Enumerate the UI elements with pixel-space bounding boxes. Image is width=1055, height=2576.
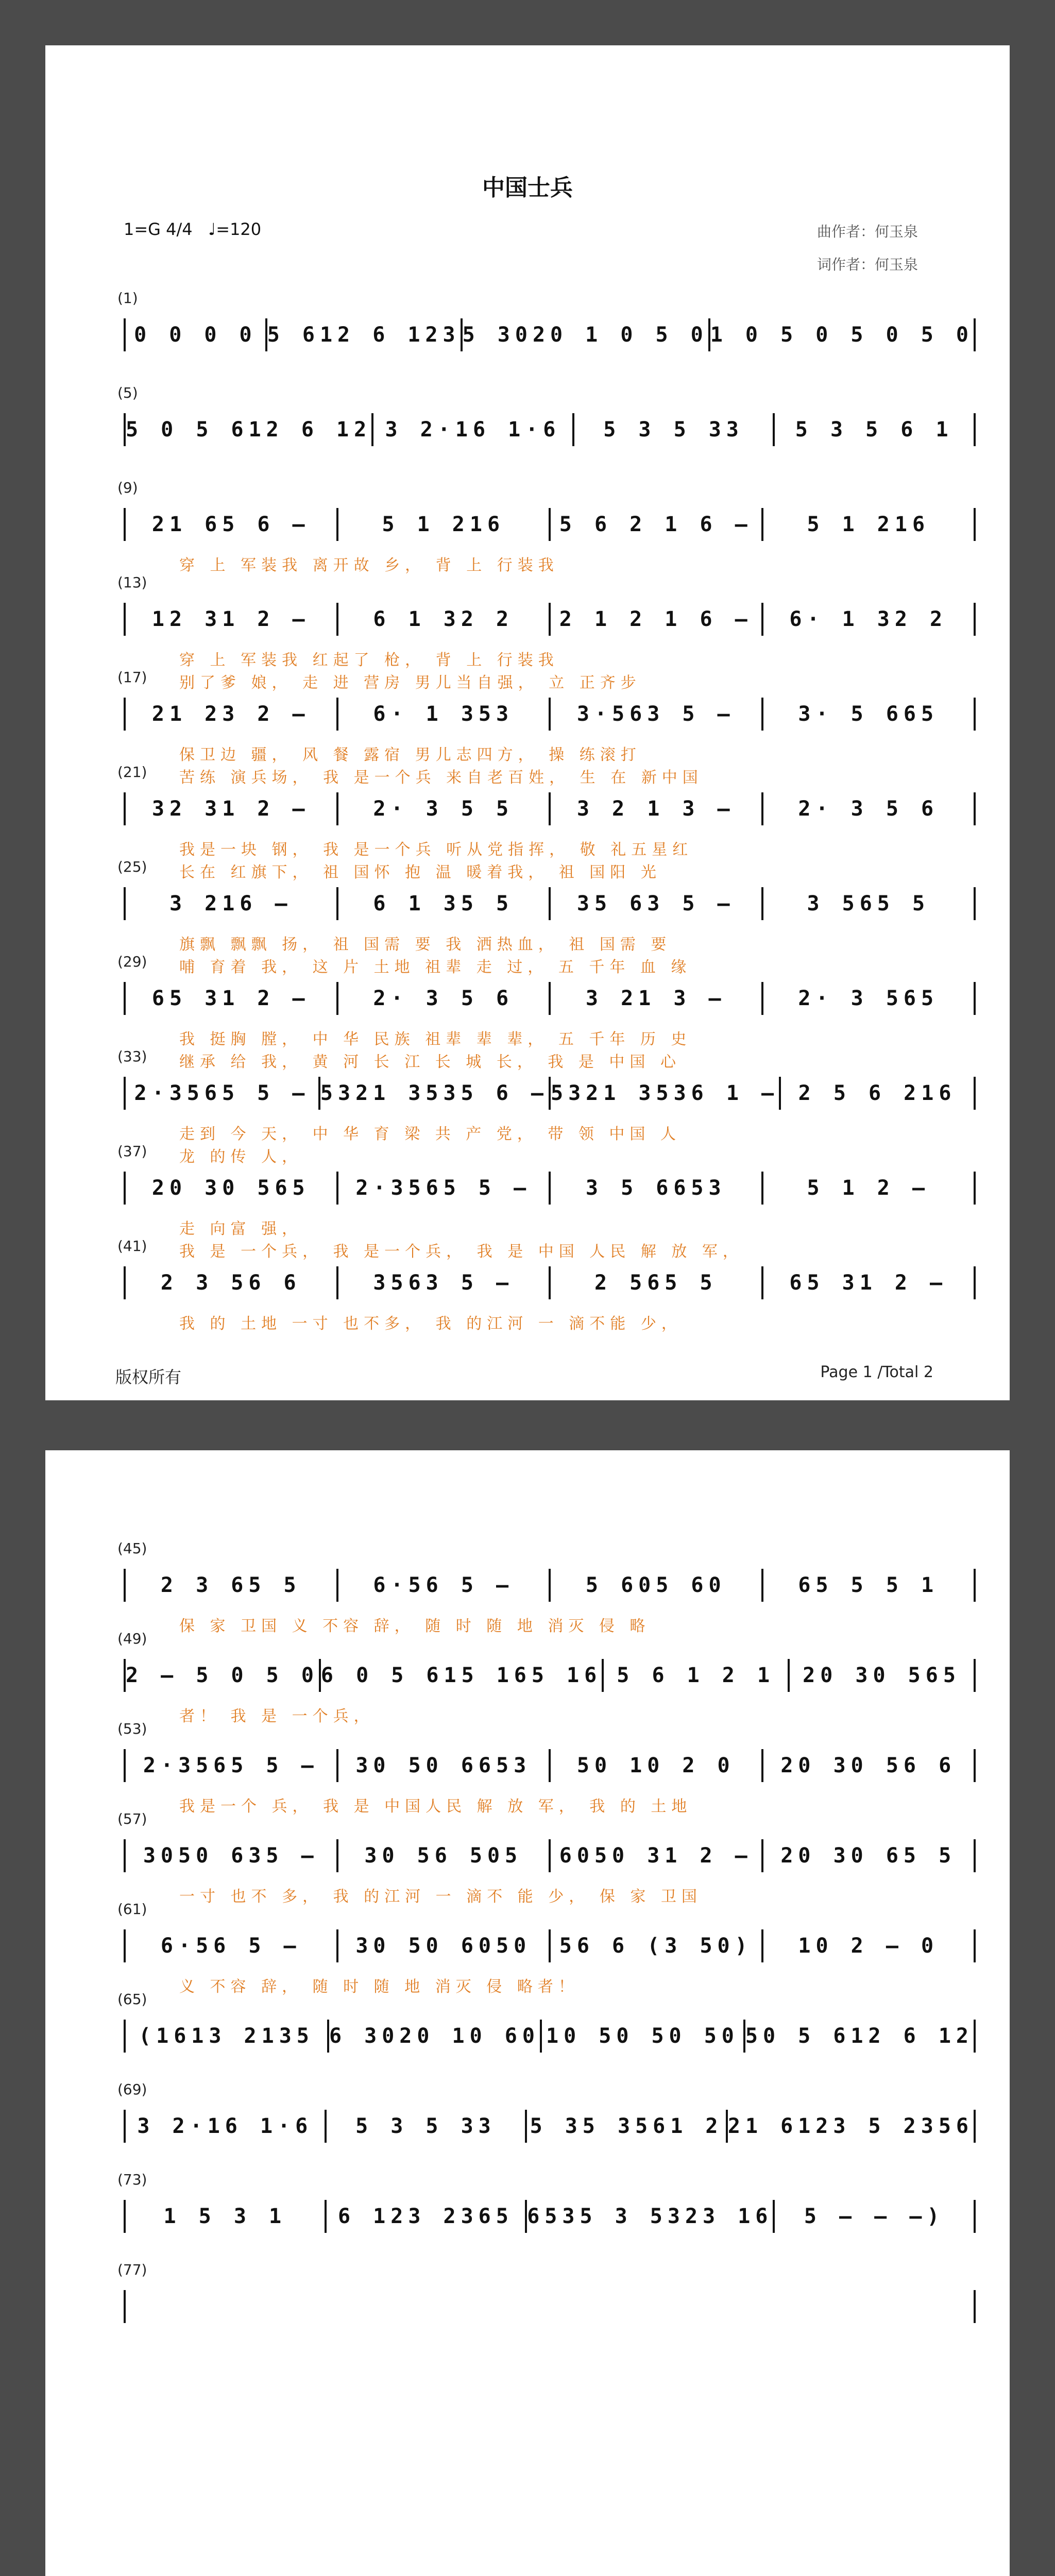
- measure: 5 – – –): [804, 2205, 945, 2228]
- measure: 65 5 5 1: [798, 1573, 939, 1597]
- measure: 20 30 56 6: [780, 1754, 957, 1777]
- measure: 56 6 (3 50): [559, 1934, 753, 1958]
- measure: 6 1 32 2: [373, 607, 514, 631]
- measure: 6·56 5 –: [373, 1573, 514, 1597]
- key-tempo-line: [124, 219, 261, 239]
- measure: 32 31 2 –: [151, 797, 310, 821]
- measure: 2· 3 5 5: [373, 797, 514, 821]
- measure-number: (37): [117, 1143, 147, 1160]
- measure: 3·563 5 –: [576, 702, 735, 726]
- measure-number: (53): [117, 1720, 147, 1737]
- measure-number: (45): [117, 1540, 147, 1557]
- measure-number: (33): [117, 1048, 147, 1065]
- measure: 2 3 65 5: [160, 1573, 301, 1597]
- lyric-line: 我 挺胸 膛， 中 华 民族 祖辈 辈 辈， 五 千年 历 史: [179, 1030, 692, 1048]
- score-page-2: [45, 1450, 1010, 2576]
- lyric-line: 穿 上 军装我 红起了 枪， 背 上 行装我: [179, 651, 559, 669]
- measure: 20 30 565: [803, 1664, 961, 1687]
- staff-line: [124, 1266, 976, 1299]
- measure-number: (13): [117, 574, 147, 591]
- lyric-line: 长在 红旗下， 祖 国怀 抱 温 暖着我， 祖 国阳 光: [179, 863, 661, 882]
- measure-number: (65): [117, 1991, 147, 2008]
- measure: 3563 5 –: [373, 1271, 514, 1295]
- measure: 2 1 2 1 6 –: [559, 607, 753, 631]
- lyric-line: 我是一个 兵， 我 是 中国人民 解 放 军， 我 的 土地: [179, 1798, 692, 1816]
- staff-line: [124, 318, 976, 351]
- staff-line: [124, 413, 976, 446]
- measure: 2 3 56 6: [160, 1271, 301, 1295]
- measure: 3· 5 665: [798, 702, 939, 726]
- measure: 2· 3 5 6: [798, 797, 939, 821]
- measure: 6· 1 32 2: [789, 607, 948, 631]
- measure: 5 1 216: [382, 513, 505, 536]
- measure-number: (49): [117, 1630, 147, 1647]
- measure: 6050 31 2 –: [559, 1844, 753, 1868]
- lyric-line: 走 向富 强，: [179, 1220, 303, 1238]
- measure: 3 21 3 –: [585, 987, 726, 1010]
- measure: 6 3020 10 60: [329, 2024, 540, 2048]
- measure: 30 50 6653: [355, 1754, 532, 1777]
- measure: 5321 3535 6 –: [320, 1081, 549, 1105]
- measure: 10 2 – 0: [798, 1934, 939, 1958]
- lyric-line: 保 家 卫国 义 不容 辞， 随 时 随 地 消灭 侵 略: [179, 1617, 651, 1635]
- measure: 50 10 2 0: [576, 1754, 735, 1777]
- measure: 35 63 5 –: [576, 892, 735, 916]
- measure-number: (69): [117, 2081, 147, 2098]
- copyright-text: 版权所有: [115, 1367, 182, 1387]
- staff-line: [124, 1569, 976, 1602]
- lyric-line: 我是一块 钢， 我 是一个兵 听从党指挥， 敬 礼五星红: [179, 841, 693, 859]
- staff-line: [124, 2290, 976, 2323]
- measure-number: (1): [117, 290, 138, 307]
- measure: 2· 3 565: [798, 987, 939, 1010]
- measure-number: (5): [117, 384, 138, 401]
- staff-line: [124, 603, 976, 636]
- measure: 3 216 –: [169, 892, 293, 916]
- key-signature: 1=G: [124, 219, 161, 239]
- measure: 5 605 60: [585, 1573, 726, 1597]
- time-signature: 4/4: [166, 219, 193, 239]
- measure: 5 35 3561 2: [530, 2114, 723, 2138]
- lyric-line: 哺 育着 我， 这 片 土地 祖辈 走 过， 五 千年 血 缘: [179, 958, 692, 976]
- staff-line: [124, 792, 976, 825]
- staff-line: [124, 982, 976, 1015]
- staff-line: [124, 887, 976, 920]
- measure: 2 565 5: [594, 1271, 718, 1295]
- measure: 21 6123 5 2356: [727, 2114, 974, 2138]
- measure: 30 50 6050: [355, 1934, 532, 1958]
- measure: 5321 3536 1 –: [551, 1081, 779, 1105]
- lyric-line: 旗飘 飘飘 扬， 祖 国需 要 我 洒热血， 祖 国需 要: [179, 936, 672, 954]
- lyric-line: 苦练 演兵场， 我 是一个兵 来自老百姓， 生 在 新中国: [179, 769, 703, 787]
- lyric-line: 别了爹 娘， 走 进 营房 男儿当自强， 立 正齐步: [179, 674, 641, 692]
- staff-line: [124, 1839, 976, 1872]
- staff-line: [124, 508, 976, 541]
- measure: 5 6 2 1 6 –: [559, 513, 753, 536]
- measure: 6 123 2365: [338, 2205, 514, 2228]
- measure: 2 – 5 0 5 0: [126, 1664, 319, 1687]
- lyric-line: 义 不容 辞， 随 时 随 地 消灭 侵 略者！: [179, 1978, 579, 1996]
- staff-line: [124, 2020, 976, 2053]
- measure: 6535 3 5323 16: [527, 2205, 773, 2228]
- tempo-marking: ♩=120: [208, 219, 262, 239]
- measure-number: (73): [117, 2171, 147, 2188]
- measure: 3 565 5: [807, 892, 930, 916]
- measure-number: (61): [117, 1901, 147, 1918]
- lyric-line: 我 的 土地 一寸 也不多， 我 的江河 一 滴不能 少，: [179, 1315, 682, 1333]
- lyric-line: 者！ 我 是 一个兵，: [179, 1707, 375, 1725]
- measure: 3050 635 –: [143, 1844, 319, 1868]
- measure: 6·56 5 –: [160, 1934, 301, 1958]
- measure: 6 0 5 615 165 16: [320, 1664, 602, 1687]
- composer-credit: 曲作者：何玉泉: [817, 223, 918, 240]
- staff-line: [124, 1172, 976, 1205]
- staff-line: [124, 1659, 976, 1692]
- measure: 5 0 5 612 6 12: [126, 418, 372, 442]
- measure: 3 5 6653: [585, 1176, 726, 1200]
- staff-line: [124, 1929, 976, 1962]
- measure: 2· 3 5 6: [373, 987, 514, 1010]
- measure: 10 50 50 50: [546, 2024, 739, 2048]
- lyric-line: 穿 上 军装我 离开故 乡， 背 上 行装我: [179, 556, 559, 574]
- lyric-line: 保卫边 疆， 风 餐 露宿 男儿志四方， 操 练滚打: [179, 746, 641, 764]
- measure-number: (29): [117, 953, 147, 970]
- measure: 5 6 1 2 1: [617, 1664, 775, 1687]
- measure: 6· 1 353: [373, 702, 514, 726]
- measure: 20 30 565: [151, 1176, 310, 1200]
- measure: 5 3020 1 0 5 0: [462, 323, 708, 347]
- measure-number: (77): [117, 2261, 147, 2278]
- measure: 50 5 612 6 12: [745, 2024, 974, 2048]
- lyric-line: 走到 今 天， 中 华 育 梁 共 产 党， 带 领 中国 人: [179, 1125, 681, 1143]
- measure: 65 31 2 –: [789, 1271, 948, 1295]
- measure-number: (21): [117, 764, 147, 781]
- staff-line: [124, 1749, 976, 1782]
- measure: 5 3 5 6 1: [795, 418, 954, 442]
- measure: 21 65 6 –: [151, 513, 310, 536]
- measure: 6 1 35 5: [373, 892, 514, 916]
- measure: 1 5 3 1: [163, 2205, 287, 2228]
- staff-line: [124, 1077, 976, 1110]
- measure: 20 30 65 5: [780, 1844, 957, 1868]
- measure: 5 1 2 –: [807, 1176, 930, 1200]
- measure: 12 31 2 –: [151, 607, 310, 631]
- measure: 2·3565 5 –: [355, 1176, 532, 1200]
- measure: 30 56 505: [364, 1844, 523, 1868]
- measure: (1613 2135: [139, 2024, 314, 2048]
- measure: 3 2 1 3 –: [576, 797, 735, 821]
- measure-number: (17): [117, 669, 147, 686]
- measure: 2 5 6 216: [798, 1081, 957, 1105]
- measure: 2·3565 5 –: [134, 1081, 310, 1105]
- lyric-line: 龙 的传 人，: [179, 1148, 303, 1166]
- staff-line: [124, 698, 976, 731]
- staff-line: [124, 2200, 976, 2233]
- lyric-line: 一寸 也不 多， 我 的江河 一 滴不 能 少， 保 家 卫国: [179, 1888, 702, 1906]
- measure: 5 1 216: [807, 513, 930, 536]
- score-page-1: [45, 45, 1010, 1400]
- lyric-line: 我 是 一个兵， 我 是一个兵， 我 是 中国 人民 解 放 军，: [179, 1243, 743, 1261]
- measure-number: (57): [117, 1810, 147, 1827]
- measure-number: (25): [117, 858, 147, 875]
- measure: 3 2·16 1·6: [137, 2114, 313, 2138]
- page-number: Page 1 /Total 2: [820, 1363, 933, 1381]
- measure-number: (9): [117, 479, 138, 496]
- measure: 0 0 0 0: [134, 323, 257, 347]
- song-title: 中国士兵: [482, 175, 573, 201]
- measure: 21 23 2 –: [151, 702, 310, 726]
- lyricist-credit: 词作者：何玉泉: [817, 256, 918, 273]
- measure-number: (41): [117, 1238, 147, 1255]
- lyric-line: 继承 给 我， 黄 河 长 江 长 城 长， 我 是 中国 心: [179, 1053, 681, 1071]
- measure: 1 0 5 0 5 0 5 0: [710, 323, 974, 347]
- measure: 5 3 5 33: [603, 418, 744, 442]
- measure: 2·3565 5 –: [143, 1754, 319, 1777]
- staff-line: [124, 2110, 976, 2143]
- measure: 5 3 5 33: [355, 2114, 496, 2138]
- measure: 3 2·16 1·6: [385, 418, 561, 442]
- measure: 65 31 2 –: [151, 987, 310, 1010]
- measure: 5 612 6 123: [267, 323, 461, 347]
